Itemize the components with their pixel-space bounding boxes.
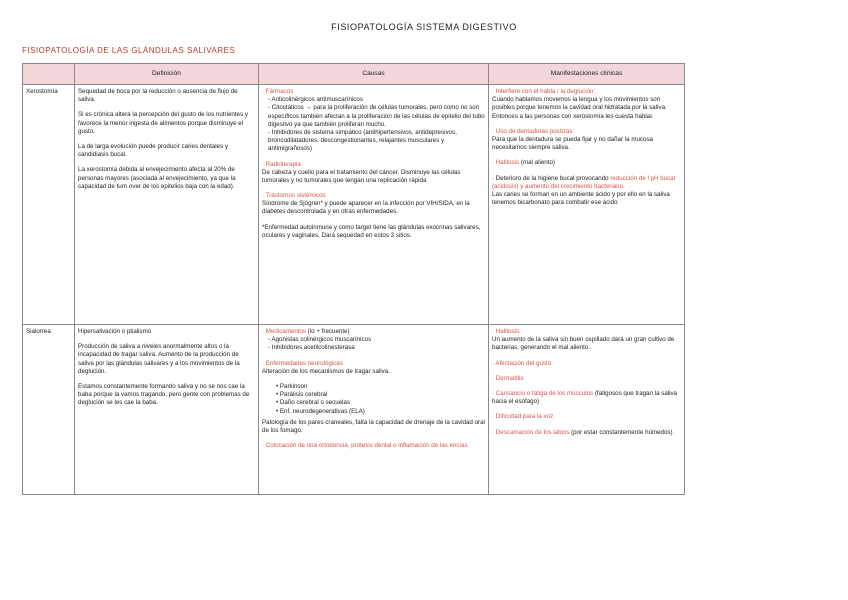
document-title: FISIOPATOLOGÍA SISTEMA DIGESTIVO — [331, 22, 517, 32]
xerostomia-causes — [259, 85, 489, 325]
medicamentos-list — [262, 336, 485, 352]
definition-paragraph: La de larga evolución puede producir caries dentales y candidiasis bucal. — [78, 142, 228, 159]
manifestation-higiene — [492, 175, 681, 208]
neurologicas-text: Alteración de los mecanismos de tragar saliva. — [262, 367, 390, 375]
list-item: - Citostáticos → para la proliferación de células tumorales, pero como no son específicos también afectan a la proliferación de las células de epitelio del tubo digestivo ya que también proliferan mucho. — [268, 104, 485, 129]
sialorrea-definition — [75, 325, 259, 495]
list-item: • Parkinson — [284, 383, 485, 391]
manifestation-text: (mal aliento) — [520, 159, 555, 167]
definition-paragraph: Sequedad de boca por la reducción o ausencia de flujo de saliva. — [78, 88, 238, 104]
definition-paragraph: Producción de saliva a niveles anormalmente altos o la incapacidad de tragar saliva. Aumento de la producción de saliva por las glándulas salivares y a los movimientos de la deglución. — [78, 343, 240, 375]
manifestation-dentaduras — [492, 128, 681, 153]
manifestation-habla — [492, 88, 681, 121]
list-item: - Inhibidores acetilcolinesterasa — [268, 344, 485, 352]
xerostomia-manifestations — [489, 85, 685, 325]
table-row-xerostomia — [23, 85, 685, 325]
table-row-sialorrea — [23, 325, 685, 495]
neurologicas-list — [262, 383, 485, 416]
manifestation-highlight: reducción de l pH bucal (acidosis) y aumento del crecimiento bacteriano. — [492, 174, 675, 190]
manifestation-lead: · Deterioro de la higiene bucal provocando — [492, 174, 611, 182]
list-item: • Daño cerebral o secuelas — [284, 399, 485, 407]
xerostomia-definition — [75, 85, 259, 325]
header-blank — [23, 64, 75, 85]
definition-paragraph: La xerostomía debida al envejecimiento afecta al 20% de personas mayores (asociada al envejecimiento, ya que la capacidad de turn over de los epitelios baja con la edad). — [78, 166, 236, 190]
manifestation-heading: · Interfiere con el habla / la deglución: — [492, 88, 596, 95]
list-item: • Parálisis cerebral — [284, 391, 485, 399]
sialorrea-manifestations — [489, 325, 685, 495]
manifestation-text: (por estar constantemente húmedos) — [571, 428, 673, 436]
radioterapia-text: De cabeza y cuello para el tratamiento del cáncer. Disminuye las células tumorales y no tumorales que tengan una replicación rápida — [262, 168, 461, 184]
manifestation-gusto: · Afectación del gusto — [492, 359, 552, 367]
definition-paragraph: Estamos constantemente formando saliva y no se nos cae la baba porque la vamos tragando, pero gente con problemas de deglución se les cae la baba. — [78, 382, 250, 407]
list-item: - Anticolinérgicos antimuscarínicos — [268, 96, 485, 104]
manifestation-heading: · Cansancio o fatiga de los músculos — [492, 389, 594, 397]
sialorrea-causes — [259, 325, 489, 495]
farmacos-list — [262, 96, 485, 153]
cause-heading-farmacos: · Fármacos — [262, 88, 294, 95]
cause-note: (lo + frecuente) — [307, 328, 350, 335]
salivary-glands-table — [22, 63, 685, 495]
cause-heading-medicamentos: · Medicamentos — [262, 328, 307, 335]
manifestation-descamacion — [492, 429, 681, 437]
section-title: FISIOPATOLOGÍA DE LAS GLÁNDULAS SALIVARES — [22, 46, 236, 55]
manifestation-cansancio — [492, 390, 681, 406]
manifestation-halitosis — [492, 328, 681, 353]
manifestation-heading: · Halitosis: — [492, 328, 521, 335]
cause-heading-radioterapia: · Radioterapia — [262, 160, 301, 168]
manifestation-halitosis — [492, 159, 681, 167]
cause-heading-ortodoncia: · Colocación de una ortodoncia, prótesis dental o inflamación de las encías — [262, 442, 468, 450]
row-label-xerostomia: Xerostomía — [23, 85, 75, 325]
table-header-row — [23, 64, 685, 85]
row-label-sialorrea: Sialorrea — [23, 325, 75, 495]
header-definicion: Definición — [75, 64, 259, 85]
header-manifestaciones: Manifestaciones clínicas — [489, 64, 685, 85]
list-item: - Inhibidores de sistema simpático (antihipertensivos, antidepresivos, broncodilatadores, descongestionantes, relajantes musculares y antimigrañosos) — [268, 129, 485, 154]
trastornos-text: Síndrome de Sjögren* y puede aparecer en la infección por VIH/SIDA, en la diabetes descontrolada y en otras enfermedades. — [262, 200, 470, 216]
manifestation-heading: · Uso de dentaduras postizas: — [492, 127, 575, 135]
manifestation-dermatitis: · Dermatitis — [492, 374, 524, 382]
manifestation-text: Cuando hablamos movemos la lengua y los movimientos son posibles porque tenemos la cavidad oral hidratada por la saliva. Entonces a las personas con xerostomía les cuesta hablar. — [492, 96, 667, 120]
manifestation-text: (fatigosos que tragan la saliva hacia el esófago) — [492, 389, 678, 406]
cause-medicamentos — [262, 328, 485, 336]
manifestation-text: Las caries se forman en un ambiente ácido y por ello en la saliva tenemos bicarbonato para combatir ese ácido — [492, 190, 670, 207]
definition-paragraph: Hipersalivación o ptialismo — [78, 328, 152, 335]
manifestation-heading: · Descamación de los labios — [492, 428, 570, 436]
sjogren-note: *Enfermedad autoinmune y como target tiene las glándulas exocrinas salivares, oculares y vaginales. Dará sequedad en estos 3 sitios. — [262, 223, 481, 239]
cause-heading-trastornos: · Trastornos sistémicos — [262, 192, 326, 200]
list-item: - Agonistas colinérgicos muscarínicos — [268, 336, 485, 344]
manifestation-text: Un aumento de la saliva sin buen cepillado dará un gran cultivo de bacterias, generando el mal aliento. — [492, 336, 675, 352]
manifestation-text: Para que la dentadura se pueda fijar y no dañar la mucosa necesitamos siempre saliva. — [492, 135, 653, 152]
pares-craneales-text: Patología de los pares craneales, falta la capacidad de drenaje de la cavidad oral de los fomago. — [262, 418, 485, 434]
list-item: • Enf. neurodegenerativas (ELA) — [284, 408, 485, 416]
manifestation-heading: · Halitosis — [492, 159, 520, 167]
manifestation-voz: · Dificultad para la voz — [492, 413, 554, 421]
definition-paragraph: Si es crónica altera la percepción del gusto de los nutrientes y favorece la menor ingesta de alimentos porque disminuye el gusto. — [78, 111, 248, 135]
cause-heading-neurologicas: · Enfermedades neurológicas — [262, 359, 343, 367]
header-causas: Causas — [259, 64, 489, 85]
